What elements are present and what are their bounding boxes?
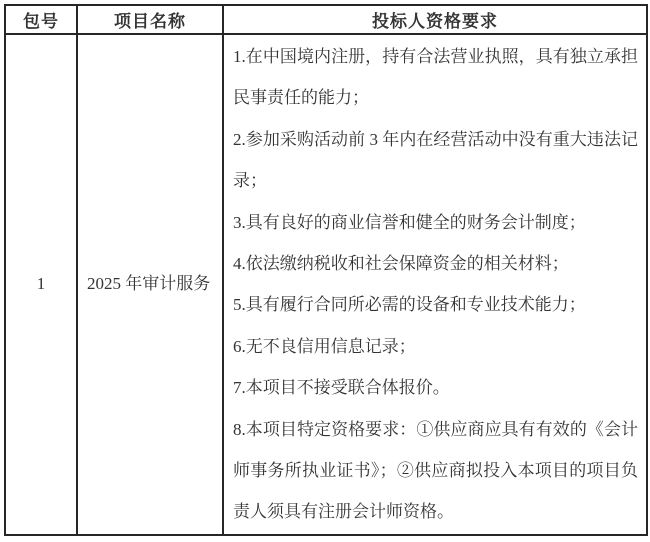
qualification-table: [4, 4, 648, 536]
project-name-cell: 2025 年审计服务: [77, 34, 223, 535]
requirement-item-8: 8.本项目特定资格要求：①供应商应具有有效的《会计师事务所执业证书》；②供应商拟投入本项目的项目负责人须具有注册会计师资格。: [233, 419, 638, 522]
col-header-project-name: 项目名称: [77, 5, 223, 34]
header-row: [5, 5, 647, 34]
col-header-requirements: 投标人资格要求: [223, 5, 647, 34]
col-header-package-no: 包号: [5, 5, 77, 34]
requirement-item-1: 1.在中国境内注册，持有合法营业执照，具有独立承担民事责任的能力；: [233, 47, 638, 108]
requirement-item-4: 4.依法缴纳税收和社会保障资金的相关材料；: [233, 254, 569, 274]
requirements-cell: [223, 34, 647, 535]
requirement-item-3: 3.具有良好的商业信誉和健全的财务会计制度；: [233, 212, 586, 232]
requirement-item-5: 5.具有履行合同所必需的设备和专业技术能力；: [233, 295, 586, 315]
package-no-cell: 1: [5, 34, 77, 535]
requirement-item-6: 6.无不良信用信息记录；: [233, 336, 416, 356]
requirement-item-7: 7.本项目不接受联合体报价。: [233, 378, 450, 398]
requirement-item-2: 2.参加采购活动前 3 年内在经营活动中没有重大违法记录；: [233, 129, 638, 191]
table-row: [5, 34, 647, 535]
